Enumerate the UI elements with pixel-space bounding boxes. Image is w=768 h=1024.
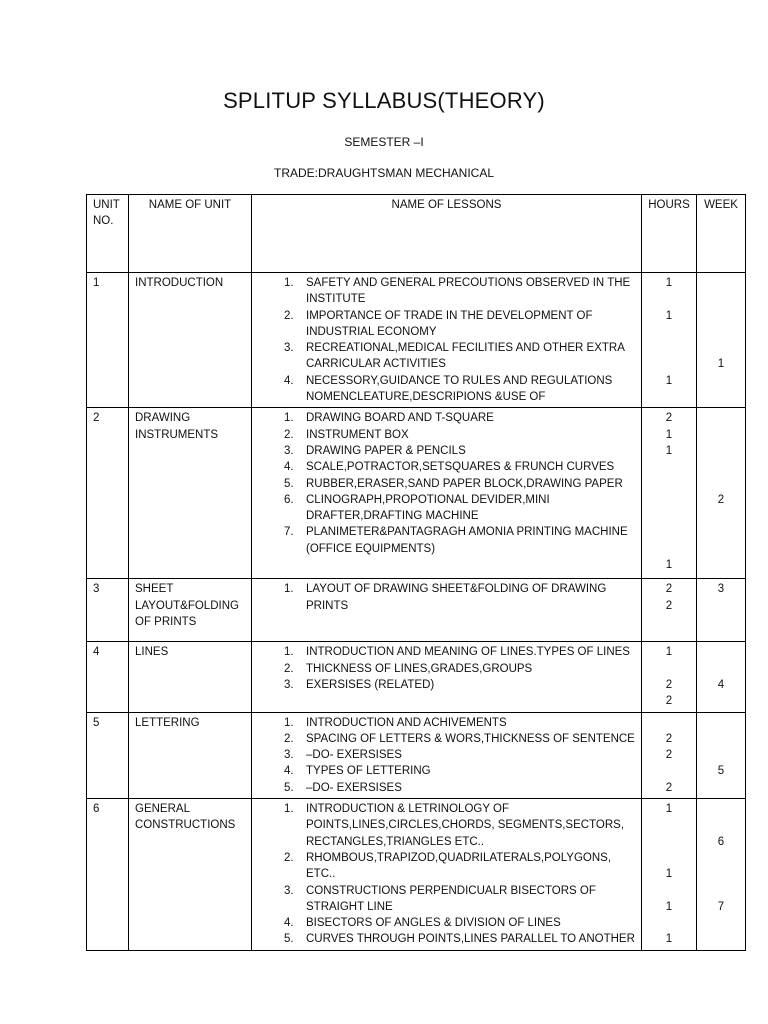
week-cell	[697, 579, 746, 642]
hours-value	[648, 763, 690, 779]
lesson-number: 3.	[284, 678, 294, 691]
hours-value: 2	[665, 781, 673, 794]
lesson-number: 2.	[284, 662, 294, 675]
week-value: 5	[717, 765, 725, 778]
week-value	[703, 476, 739, 492]
lesson-item	[284, 715, 635, 731]
week-value	[703, 324, 739, 340]
unit-name: DRAWING INSTRUMENTS	[129, 408, 252, 579]
lesson-item	[284, 677, 635, 693]
lesson-item	[284, 443, 635, 459]
lesson-text: –DO- EXERSISES	[306, 781, 402, 794]
week-value	[703, 850, 739, 866]
lesson-item	[284, 850, 635, 883]
week-cell	[697, 799, 746, 951]
hours-value	[648, 817, 690, 833]
lesson-number: 1.	[284, 646, 294, 659]
unit-number: 2	[87, 408, 129, 579]
week-value: 2	[717, 493, 725, 506]
lesson-item	[284, 410, 635, 426]
week-value	[703, 308, 739, 324]
hours-value: 2	[665, 732, 673, 745]
hours-value: 1	[665, 559, 673, 572]
lesson-text: RUBBER,ERASER,SAND PAPER BLOCK,DRAWING PAPER	[306, 477, 623, 490]
lesson-number: 2.	[284, 851, 294, 864]
week-cell	[697, 408, 746, 579]
lesson-number: 4.	[284, 765, 294, 778]
unit-number: 5	[87, 712, 129, 798]
hours-value	[648, 508, 690, 524]
table-row	[87, 579, 746, 642]
week-value	[703, 291, 739, 307]
lesson-number: 1.	[284, 583, 294, 596]
lesson-text: RHOMBOUS,TRAPIZOD,QUADRILATERALS,POLYGONS, ETC..	[306, 851, 612, 881]
lesson-text: SAFETY AND GENERAL PRECOUTIONS OBSERVED IN THE INSTITUTE	[306, 277, 631, 306]
week-value: 7	[717, 900, 725, 913]
hours-value: 2	[665, 583, 673, 596]
lesson-text: INTRODUCTION AND ACHIVEMENTS	[306, 716, 507, 729]
week-value	[703, 275, 739, 291]
hours-cell	[642, 273, 697, 408]
lesson-number: 4.	[284, 461, 294, 474]
lesson-item	[284, 373, 635, 406]
hours-value: 2	[665, 695, 673, 708]
table-row	[87, 799, 746, 951]
hours-value: 2	[665, 412, 673, 425]
lesson-list	[258, 715, 635, 796]
table-row	[87, 273, 746, 408]
hours-value: 1	[665, 309, 673, 322]
semester-label: SEMESTER –I	[344, 135, 424, 149]
lessons-cell	[252, 408, 642, 579]
lesson-number: 7.	[284, 526, 294, 539]
lesson-number: 2.	[284, 732, 294, 745]
lesson-text: CLINOGRAPH,PROPOTIONAL DEVIDER,MINI DRAFTER,DRAFTING MACHINE	[306, 493, 550, 523]
header-lessons: NAME OF LESSONS	[252, 195, 642, 273]
week-value	[703, 817, 739, 833]
hours-value: 1	[665, 868, 673, 881]
hours-value	[648, 834, 690, 850]
lessons-cell	[252, 642, 642, 712]
hours-value: 2	[665, 678, 673, 691]
week-value	[703, 443, 739, 459]
lesson-number: 1.	[284, 803, 294, 816]
header-unit-no: UNIT NO.	[87, 195, 129, 273]
header-week: WEEK	[697, 195, 746, 273]
unit-name: SHEET LAYOUT&FOLDING OF PRINTS	[129, 579, 252, 642]
lesson-item	[284, 931, 635, 947]
lesson-text: BISECTORS OF ANGLES & DIVISION OF LINES	[306, 917, 561, 930]
lesson-item	[284, 763, 635, 779]
lesson-number: 1.	[284, 716, 294, 729]
week-value	[703, 801, 739, 817]
lesson-text: RECREATIONAL,MEDICAL FECILITIES AND OTHER EXTRA CARRICULAR ACTIVITIES	[306, 342, 625, 371]
unit-number: 6	[87, 799, 129, 951]
week-value	[703, 459, 739, 475]
lesson-text: EXERSISES (RELATED)	[306, 678, 435, 691]
week-value	[703, 883, 739, 899]
lesson-number: 5.	[284, 933, 294, 946]
hours-value	[648, 291, 690, 307]
lesson-list	[258, 644, 635, 693]
hours-cell	[642, 408, 697, 579]
lesson-item	[284, 524, 635, 557]
hours-value	[648, 389, 690, 405]
lesson-item	[284, 476, 635, 492]
hours-value	[648, 524, 690, 540]
lesson-number: 5.	[284, 477, 294, 490]
hours-value: 1	[665, 933, 673, 946]
hours-value: 1	[665, 646, 673, 659]
lesson-item	[284, 731, 635, 747]
lesson-item	[284, 883, 635, 916]
week-value: 1	[717, 358, 725, 371]
lesson-item	[284, 340, 635, 373]
hours-value: 1	[665, 374, 673, 387]
lesson-text: INTRODUCTION & LETRINOLOGY OF POINTS,LINES,CIRCLES,CHORDS, SEGMENTS,SECTORS, RECTANGLES,TRIANGLES ETC..	[306, 803, 625, 848]
lesson-text: THICKNESS OF LINES,GRADES,GROUPS	[306, 662, 533, 675]
hours-value	[648, 715, 690, 731]
hours-cell	[642, 799, 697, 951]
lesson-number: 1.	[284, 412, 294, 425]
week-value	[703, 715, 739, 731]
lesson-item	[284, 661, 635, 677]
week-cell	[697, 712, 746, 798]
hours-value: 1	[665, 444, 673, 457]
unit-number: 1	[87, 273, 129, 408]
lesson-number: 6.	[284, 493, 294, 506]
lesson-text: DRAWING BOARD AND T-SQUARE	[306, 412, 494, 425]
unit-name: INTRODUCTION	[129, 273, 252, 408]
hours-value: 1	[665, 900, 673, 913]
unit-name: GENERAL CONSTRUCTIONS	[129, 799, 252, 951]
lesson-item	[284, 644, 635, 660]
lesson-item	[284, 308, 635, 341]
lesson-text: SPACING OF LETTERS & WORS,THICKNESS OF SENTENCE	[306, 732, 635, 745]
week-value	[703, 644, 739, 660]
unit-number: 3	[87, 579, 129, 642]
week-value	[703, 340, 739, 356]
lesson-item	[284, 581, 635, 614]
lesson-number: 5.	[284, 781, 294, 794]
hours-value	[648, 356, 690, 372]
week-value	[703, 661, 739, 677]
lesson-text: CURVES THROUGH POINTS,LINES PARALLEL TO ANOTHER	[306, 933, 635, 946]
lesson-number: 4.	[284, 374, 294, 387]
lesson-item	[284, 459, 635, 475]
table-row	[87, 642, 746, 712]
hours-cell	[642, 642, 697, 712]
lesson-text: –DO- EXERSISES	[306, 749, 402, 762]
hours-cell	[642, 712, 697, 798]
lesson-text: LAYOUT OF DRAWING SHEET&FOLDING OF DRAWING PRINTS	[306, 583, 607, 612]
lesson-text: PLANIMETER&PANTAGRAGH AMONIA PRINTING MACHINE (OFFICE EQUIPMENTS)	[306, 526, 628, 555]
lessons-cell	[252, 712, 642, 798]
hours-value	[648, 324, 690, 340]
week-value	[703, 410, 739, 426]
hours-value	[648, 661, 690, 677]
lesson-text: INTRODUCTION AND MEANING OF LINES.TYPES OF LINES	[306, 646, 630, 659]
week-cell	[697, 642, 746, 712]
hours-value	[648, 883, 690, 899]
lesson-number: 3.	[284, 444, 294, 457]
lesson-text: DRAWING PAPER & PENCILS	[306, 444, 466, 457]
lesson-item	[284, 801, 635, 850]
hours-value: 1	[665, 803, 673, 816]
hours-value: 1	[665, 277, 673, 289]
syllabus-table	[86, 194, 746, 951]
week-cell	[697, 273, 746, 408]
unit-name: LINES	[129, 642, 252, 712]
lesson-number: 1.	[284, 277, 294, 289]
unit-number: 4	[87, 642, 129, 712]
lesson-list	[258, 275, 635, 405]
lesson-number: 2.	[284, 428, 294, 441]
table-row	[87, 712, 746, 798]
lesson-number: 2.	[284, 309, 294, 322]
week-value	[703, 427, 739, 443]
lessons-cell	[252, 273, 642, 408]
header-hours: HOURS	[642, 195, 697, 273]
lesson-item	[284, 780, 635, 796]
hours-cell	[642, 579, 697, 642]
week-value: 4	[717, 678, 725, 691]
trade-label: TRADE:DRAUGHTSMAN MECHANICAL	[273, 166, 495, 180]
lesson-text: IMPORTANCE OF TRADE IN THE DEVELOPMENT OF INDUSTRIAL ECONOMY	[306, 309, 593, 338]
week-value	[703, 747, 739, 763]
lesson-text: CONSTRUCTIONS PERPENDICUALR BISECTORS OF STRAIGHT LINE	[306, 884, 596, 913]
lesson-text: TYPES OF LETTERING	[306, 765, 431, 778]
lesson-number: 3.	[284, 342, 294, 355]
hours-value	[648, 476, 690, 492]
week-value: 6	[717, 835, 725, 848]
unit-name: LETTERING	[129, 712, 252, 798]
lesson-item	[284, 427, 635, 443]
week-value: 3	[717, 583, 725, 596]
hours-value: 1	[665, 428, 673, 441]
lesson-item	[284, 747, 635, 763]
hours-value	[648, 541, 690, 557]
hours-value	[648, 340, 690, 356]
hours-value	[648, 850, 690, 866]
lesson-list	[258, 410, 635, 557]
hours-value	[648, 915, 690, 931]
hours-value	[648, 459, 690, 475]
hours-value: 2	[665, 749, 673, 762]
lesson-number: 3.	[284, 749, 294, 762]
page-title: SPLITUP SYLLABUS(THEORY)	[223, 88, 545, 113]
hours-value: 2	[665, 599, 673, 612]
week-value	[703, 731, 739, 747]
lesson-list	[258, 801, 635, 948]
hours-value	[648, 492, 690, 508]
header-unit-name: NAME OF UNIT	[129, 195, 252, 273]
lesson-item	[284, 275, 635, 308]
lesson-item	[284, 492, 635, 525]
table-row	[87, 408, 746, 579]
lesson-number: 4.	[284, 917, 294, 930]
lesson-text: INSTRUMENT BOX	[306, 428, 409, 441]
week-value	[703, 866, 739, 882]
lesson-list	[258, 581, 635, 614]
lessons-cell	[252, 799, 642, 951]
lesson-text: NECESSORY,GUIDANCE TO RULES AND REGULATIONS NOMENCLEATURE,DESCRIPIONS &USE OF	[306, 374, 613, 404]
lesson-text: SCALE,POTRACTOR,SETSQUARES & FRUNCH CURVES	[306, 461, 615, 474]
lesson-item	[284, 915, 635, 931]
lesson-number: 3.	[284, 884, 294, 897]
lessons-cell	[252, 579, 642, 642]
